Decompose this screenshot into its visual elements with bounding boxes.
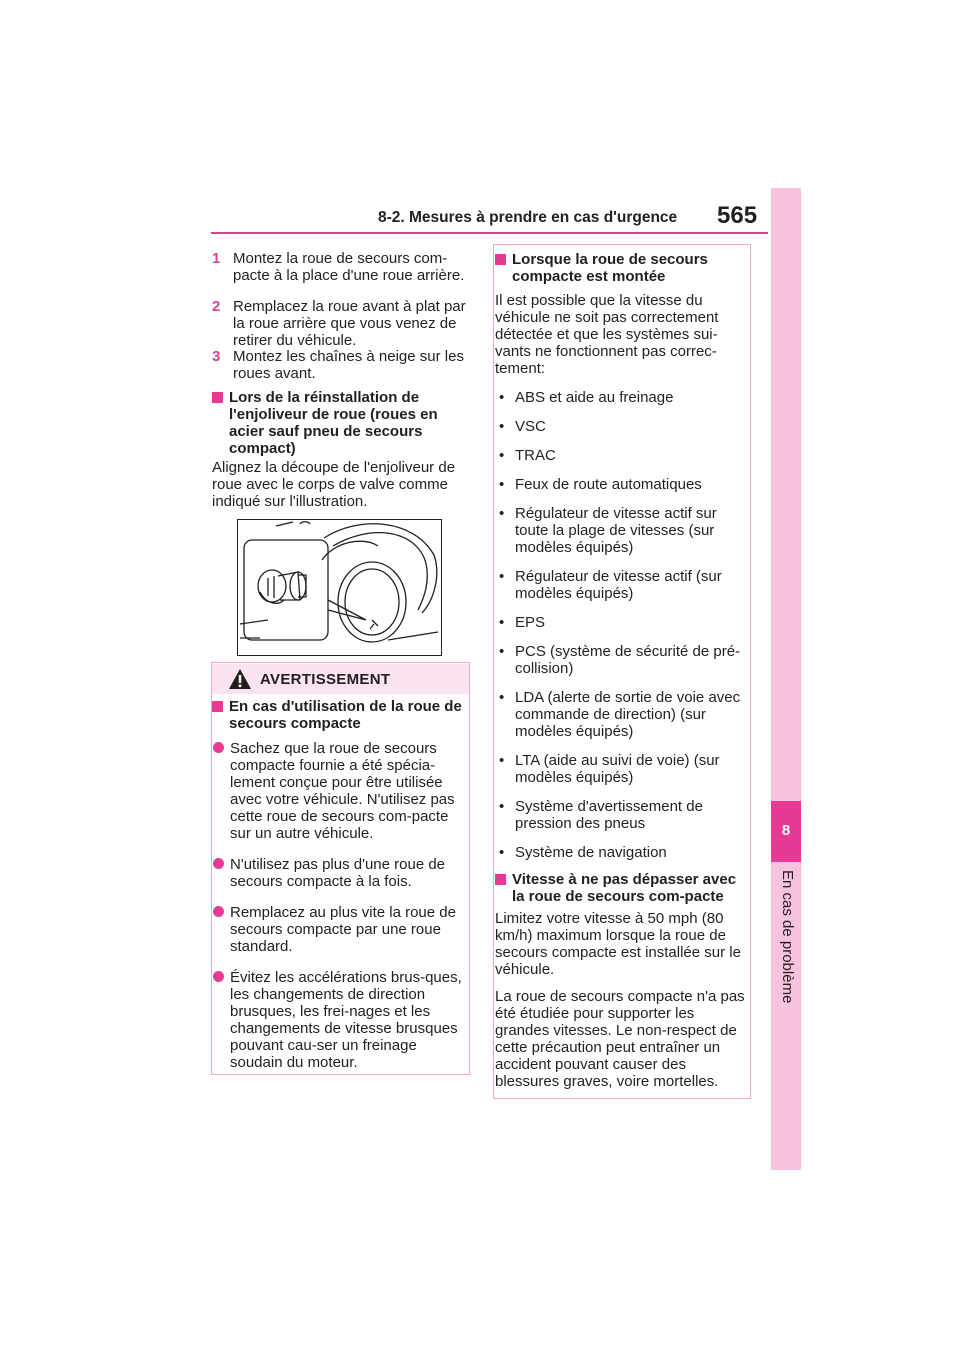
square-bullet-icon <box>212 701 223 712</box>
speed-warning-text: La roue de secours compacte n'a pas été étudiée pour supporter les grandes vitesses. Le non-respect de cette précaution peut entraîner un accident pouvant causer des blessures graves, voire mortelles. <box>495 988 745 1090</box>
step-1 <box>212 250 468 284</box>
system-item: • Régulateur de vitesse actif (sur modèles équipés) <box>499 568 722 602</box>
bullet-dot-icon <box>213 742 224 753</box>
system-item: • LTA (aide au suivi de voie) (sur modèles équipés) <box>499 752 720 786</box>
system-item: • Feux de route automatiques <box>499 476 702 493</box>
warning-item: N'utilisez pas plus d'une roue de secours compacte à la fois. <box>212 856 462 890</box>
section-title: 8-2. Mesures à prendre en cas d'urgence <box>378 209 678 226</box>
bullet-dot-icon <box>213 971 224 982</box>
warning-triangle-icon <box>228 668 252 690</box>
square-bullet-icon <box>495 874 506 885</box>
system-item: • EPS <box>499 614 546 631</box>
speed-limit-text: Limitez votre vitesse à 50 mph (80 km/h) maximum lorsque la roue de secours compacte est installée sur le véhicule. <box>495 910 741 978</box>
wheel-cover-valve-icon <box>238 520 440 654</box>
header-divider <box>211 232 768 234</box>
system-item: • ABS et aide au freinage <box>499 389 674 406</box>
bullet-dot-icon <box>213 858 224 869</box>
chapter-number: 8 <box>781 822 791 839</box>
chapter-label: En cas de problème <box>779 870 796 1004</box>
system-item: • VSC <box>499 418 546 435</box>
system-item: • PCS (système de sécurité de pré-collision) <box>499 643 741 677</box>
step-number: 1 <box>212 250 221 267</box>
info-heading: Lorsque la roue de secours compacte est montée <box>495 251 745 285</box>
warning-item: Évitez les accélérations brus-ques, les changements de direction brusques, les frei-nages et les changements de vitesse brusques pouvant cau-ser un freinage soudain du moteur. <box>212 969 462 1071</box>
step-text: Montez les chaînes à neige sur les roues avant. <box>233 348 464 382</box>
warning-content <box>212 698 462 1071</box>
step-text: Remplacez la roue avant à plat par la roue arrière que vous venez de retirer du véhicule. <box>233 298 466 349</box>
info-content <box>495 251 745 1090</box>
system-item: • LDA (alerte de sortie de voie avec commande de direction) (sur modèles équipés) <box>499 689 741 740</box>
square-bullet-icon <box>495 254 506 265</box>
section-heading: Lors de la réinstallation de l'enjoliveur de roue (roues en acier sauf pneu de secours compact) <box>212 389 474 457</box>
warning-item: Remplacez au plus vite la roue de secours compacte par une roue standard. <box>212 904 462 955</box>
speed-heading: Vitesse à ne pas dépasser avec la roue de secours com-pacte <box>495 871 745 905</box>
step-2 <box>212 298 468 349</box>
warning-title: AVERTISSEMENT <box>260 671 391 688</box>
step-text: Montez la roue de secours com-pacte à la place d'une roue arrière. <box>233 250 465 284</box>
bullet-dot-icon <box>213 906 224 917</box>
warning-item: Sachez que la roue de secours compacte fournie a été spécia-lement conçue pour être utilisée avec votre véhicule. N'utilisez pas cette roue de secours com-pacte sur un autre véhicule. <box>212 740 462 842</box>
valve-illustration <box>237 519 442 656</box>
page-number: 565 <box>717 202 758 229</box>
system-item: • Régulateur de vitesse actif sur toute la plage de vitesses (sur modèles équipés) <box>499 505 717 556</box>
system-item: • Système de navigation <box>499 844 667 861</box>
step-3 <box>212 348 468 382</box>
info-intro: Il est possible que la vitesse du véhicule ne soit pas correctement détectée et que les systèmes sui-vants ne fonctionnent pas correc-tement: <box>495 292 719 377</box>
warning-heading: En cas d'utilisation de la roue de secours compacte <box>212 698 462 732</box>
section-text: Alignez la découpe de l'enjoliveur de roue avec le corps de valve comme indiqué sur l'illustration. <box>212 459 456 510</box>
system-item: • TRAC <box>499 447 556 464</box>
step-number: 2 <box>212 298 221 315</box>
square-bullet-icon <box>212 392 223 403</box>
step-number: 3 <box>212 348 221 365</box>
system-item: • Système d'avertissement de pression des pneus <box>499 798 703 832</box>
